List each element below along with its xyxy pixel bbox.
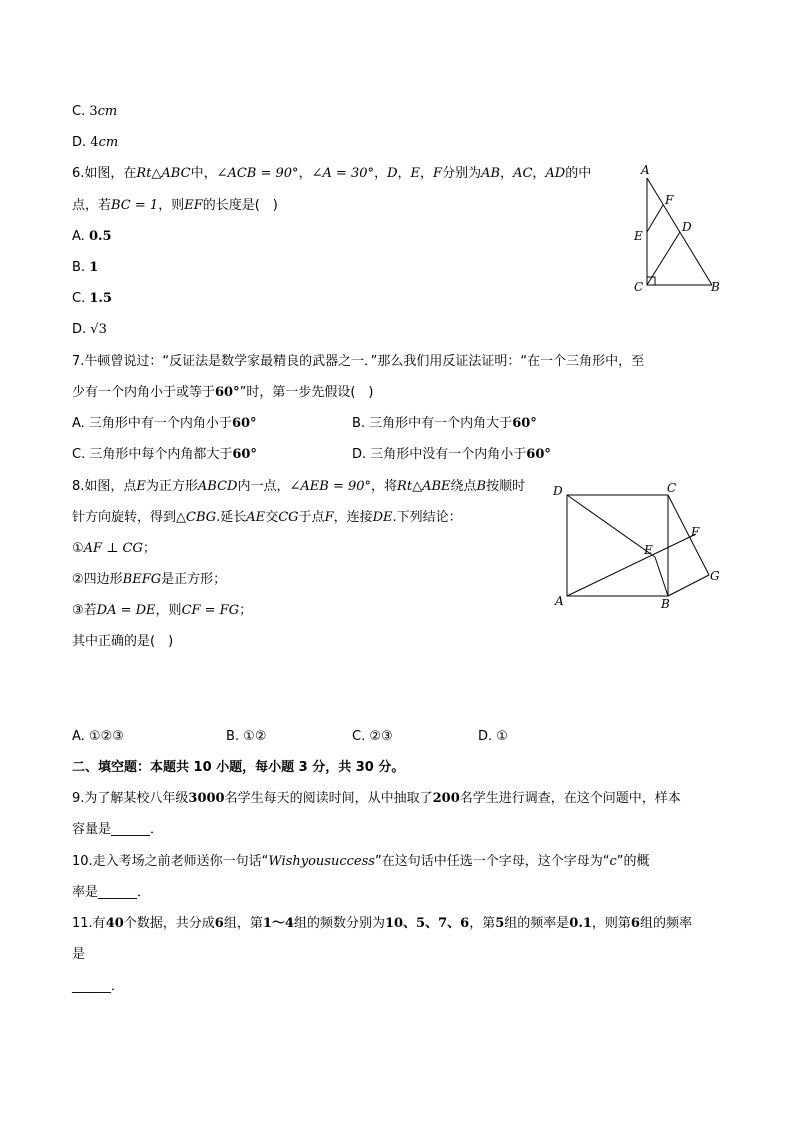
math: Wishyousuccess bbox=[268, 854, 375, 869]
math: AC bbox=[513, 166, 533, 181]
text: ，则 bbox=[158, 198, 185, 213]
segment-af bbox=[567, 534, 696, 596]
math: DA = DE bbox=[96, 603, 156, 618]
q7-stem-line1: 7.牛顿曾说过：“反证法是数学家最精良的武器之一．”那么我们用反证法证明：“在一个三角形中，至 bbox=[72, 354, 645, 369]
label-e: E bbox=[644, 543, 653, 557]
segment-cg bbox=[668, 495, 709, 575]
text: 是正方形； bbox=[161, 572, 227, 587]
text: 名学生每天的阅读时间，从中抽取了 bbox=[224, 791, 433, 806]
q8-stem-line2 bbox=[72, 508, 462, 528]
math: ∠A = 30° bbox=[311, 166, 375, 181]
text: ， bbox=[397, 166, 411, 181]
math: 5 bbox=[495, 916, 505, 931]
text: 个数据，共分成 bbox=[123, 916, 215, 931]
option-label: A. bbox=[72, 229, 89, 244]
text: 点，若 bbox=[72, 198, 112, 213]
math: AE bbox=[246, 510, 266, 525]
math: 1～4 bbox=[262, 916, 294, 931]
text: ，则第 bbox=[591, 916, 631, 931]
q8-option-c: C. ②③ bbox=[352, 729, 393, 744]
option-label: C. bbox=[72, 104, 90, 119]
math: 200 bbox=[432, 791, 460, 806]
math: △ bbox=[151, 166, 162, 181]
text: ； bbox=[239, 603, 253, 618]
text: 名学生进行调查，在这个问题中，样本 bbox=[459, 791, 681, 806]
q6-option-b bbox=[72, 258, 98, 278]
q8-statement-1 bbox=[72, 539, 156, 559]
text: ，第 bbox=[469, 916, 496, 931]
text: 于点 bbox=[298, 510, 325, 525]
text: 分别为 bbox=[442, 166, 482, 181]
option-label: D. bbox=[72, 135, 91, 150]
label-a: A bbox=[555, 594, 564, 608]
text: 9.为了解某校八年级 bbox=[72, 791, 189, 806]
option-unit: cm bbox=[98, 135, 119, 150]
text: ，将 bbox=[371, 479, 398, 494]
math: DE bbox=[372, 510, 393, 525]
q11-stem-line1 bbox=[72, 914, 692, 934]
text: ， bbox=[298, 166, 312, 181]
q6-option-c bbox=[72, 289, 112, 309]
option-label: B. bbox=[72, 260, 90, 275]
q11-stem-line2: 是 bbox=[72, 947, 86, 962]
text: ， bbox=[374, 166, 388, 181]
math: ∠AEB = 90° bbox=[289, 479, 372, 494]
q7-option-c bbox=[72, 445, 257, 465]
math: AD bbox=[545, 166, 566, 181]
q7-option-b bbox=[352, 414, 537, 434]
option-text: A. 三角形中有一个内角小于 bbox=[72, 416, 232, 431]
math: c bbox=[609, 854, 617, 869]
option-label: D. bbox=[72, 322, 91, 337]
q10-stem-line2: 率是______． bbox=[72, 885, 151, 900]
text: ③若 bbox=[72, 603, 97, 618]
q5-option-c bbox=[72, 102, 117, 122]
option-label: C. bbox=[72, 291, 90, 306]
text: ； bbox=[142, 541, 156, 556]
math: ABE bbox=[422, 479, 451, 494]
q11-answer-blank: ______． bbox=[72, 979, 125, 994]
q8-option-b: B. ①② bbox=[226, 729, 267, 744]
text: 6.如图，在 bbox=[72, 166, 137, 181]
option-value: 0.5 bbox=[88, 229, 112, 244]
math: △ bbox=[412, 479, 423, 494]
option-value: 60° bbox=[512, 416, 537, 431]
label-d: D bbox=[682, 220, 692, 234]
text: 11.有 bbox=[72, 916, 106, 931]
text: 组的频率 bbox=[639, 916, 692, 931]
q8-square-figure bbox=[548, 478, 728, 613]
text: 的中 bbox=[565, 166, 592, 181]
text: .延长 bbox=[216, 510, 247, 525]
text: 组，第 bbox=[223, 916, 263, 931]
math: ABCD bbox=[197, 479, 238, 494]
math: F bbox=[433, 166, 443, 181]
segment-eb bbox=[655, 557, 668, 596]
q6-triangle-figure bbox=[625, 160, 730, 300]
math: E bbox=[410, 166, 421, 181]
math: ∠ACB = 90° bbox=[216, 166, 299, 181]
q8-option-a: A. ①②③ bbox=[72, 729, 124, 744]
text: 8.如图，点 bbox=[72, 479, 137, 494]
text: 少有一个内角小于或等于 bbox=[72, 385, 216, 400]
label-e: E bbox=[634, 229, 643, 243]
q9-stem-line1 bbox=[72, 789, 681, 809]
q8-option-d: D. ① bbox=[478, 729, 508, 744]
math: 6 bbox=[630, 916, 640, 931]
text: ”的概 bbox=[616, 854, 650, 869]
q8-statement-3 bbox=[72, 601, 252, 621]
option-value: 60° bbox=[526, 447, 551, 462]
q10-stem-line1 bbox=[72, 852, 649, 872]
label-f: F bbox=[691, 525, 700, 539]
q6-stem-line1 bbox=[72, 164, 591, 184]
q5-option-d bbox=[72, 133, 118, 153]
math: AF ⊥ CG bbox=[83, 541, 143, 556]
text: 内一点， bbox=[237, 479, 290, 494]
math: BEFG bbox=[122, 572, 162, 587]
math: 3000 bbox=[188, 791, 225, 806]
text: 10.走入考场之前老师送你一句话“ bbox=[72, 854, 269, 869]
option-value: 4 bbox=[90, 135, 99, 150]
option-value: 60° bbox=[232, 447, 257, 462]
q8-statement-2 bbox=[72, 570, 226, 590]
q7-option-d bbox=[352, 445, 551, 465]
text: ① bbox=[72, 541, 84, 556]
option-value: 1.5 bbox=[89, 291, 112, 306]
text: ，则 bbox=[155, 603, 182, 618]
segment-de bbox=[567, 495, 655, 557]
text: ②四边形 bbox=[72, 572, 123, 587]
math: CBG bbox=[186, 510, 217, 525]
text: ， bbox=[420, 166, 434, 181]
math: EF bbox=[184, 198, 203, 213]
option-value: 3 bbox=[89, 104, 98, 119]
label-g: G bbox=[710, 569, 720, 583]
section-heading-fill-in: 二、填空题：本题共 10 小题，每小题 3 分，共 30 分。 bbox=[72, 760, 405, 775]
option-value: √3 bbox=[90, 322, 107, 337]
text: ， bbox=[532, 166, 546, 181]
option-value: 60° bbox=[231, 416, 257, 431]
math: CG bbox=[278, 510, 299, 525]
label-a: A bbox=[641, 163, 650, 177]
text: ， bbox=[500, 166, 514, 181]
math: 60° bbox=[215, 385, 240, 400]
math: Rt bbox=[397, 479, 413, 494]
math: 0.1 bbox=[569, 916, 592, 931]
q6-option-d bbox=[72, 320, 107, 340]
text: 针方向旋转，得到 bbox=[72, 510, 177, 525]
q6-option-a bbox=[72, 227, 112, 247]
math: 10、5、7、6 bbox=[384, 916, 470, 931]
math: B bbox=[476, 479, 487, 494]
math: F bbox=[324, 510, 334, 525]
math: D bbox=[387, 166, 398, 181]
option-unit: cm bbox=[97, 104, 118, 119]
label-c: C bbox=[667, 481, 677, 495]
segment-bg bbox=[668, 575, 709, 596]
text: 为正方形 bbox=[145, 479, 198, 494]
q8-ask: 其中正确的是( ) bbox=[72, 634, 174, 649]
math: E bbox=[136, 479, 146, 494]
math: CF = FG bbox=[181, 603, 240, 618]
label-d: D bbox=[553, 484, 563, 498]
text: 中， bbox=[190, 166, 217, 181]
text: 交 bbox=[265, 510, 279, 525]
math: ABC bbox=[161, 166, 191, 181]
square-abcd bbox=[567, 495, 668, 596]
q6-stem-line2 bbox=[72, 196, 278, 216]
label-c: C bbox=[634, 280, 644, 294]
text: 的长度是( ) bbox=[202, 198, 278, 213]
text: 组的频数分别为 bbox=[293, 916, 385, 931]
text: .下列结论： bbox=[392, 510, 462, 525]
option-text: C. 三角形中每个内角都大于 bbox=[72, 447, 233, 462]
math: Rt bbox=[136, 166, 152, 181]
text: 绕点 bbox=[450, 479, 477, 494]
q7-option-a bbox=[72, 414, 257, 434]
math: AB bbox=[481, 166, 501, 181]
text: ”在这句话中任选一个字母，这个字母为“ bbox=[374, 854, 610, 869]
label-b: B bbox=[661, 597, 670, 611]
text: 按顺时 bbox=[486, 479, 526, 494]
math: △ bbox=[176, 510, 187, 525]
text: ”时，第一步先假设( ) bbox=[239, 385, 374, 400]
option-value: 1 bbox=[89, 260, 99, 275]
label-b: B bbox=[711, 280, 720, 294]
math: 40 bbox=[105, 916, 124, 931]
text: 组的频率是 bbox=[504, 916, 570, 931]
label-f: F bbox=[665, 193, 674, 207]
segment-ef bbox=[647, 205, 663, 232]
math: 6 bbox=[214, 916, 224, 931]
q8-stem-line1 bbox=[72, 477, 525, 497]
math: BC = 1 bbox=[111, 198, 159, 213]
q9-stem-line2: 容量是______． bbox=[72, 822, 164, 837]
q7-stem-line2 bbox=[72, 383, 374, 403]
text: ，连接 bbox=[333, 510, 373, 525]
option-text: D. 三角形中没有一个内角小于 bbox=[352, 447, 527, 462]
option-text: B. 三角形中有一个内角大于 bbox=[352, 416, 513, 431]
